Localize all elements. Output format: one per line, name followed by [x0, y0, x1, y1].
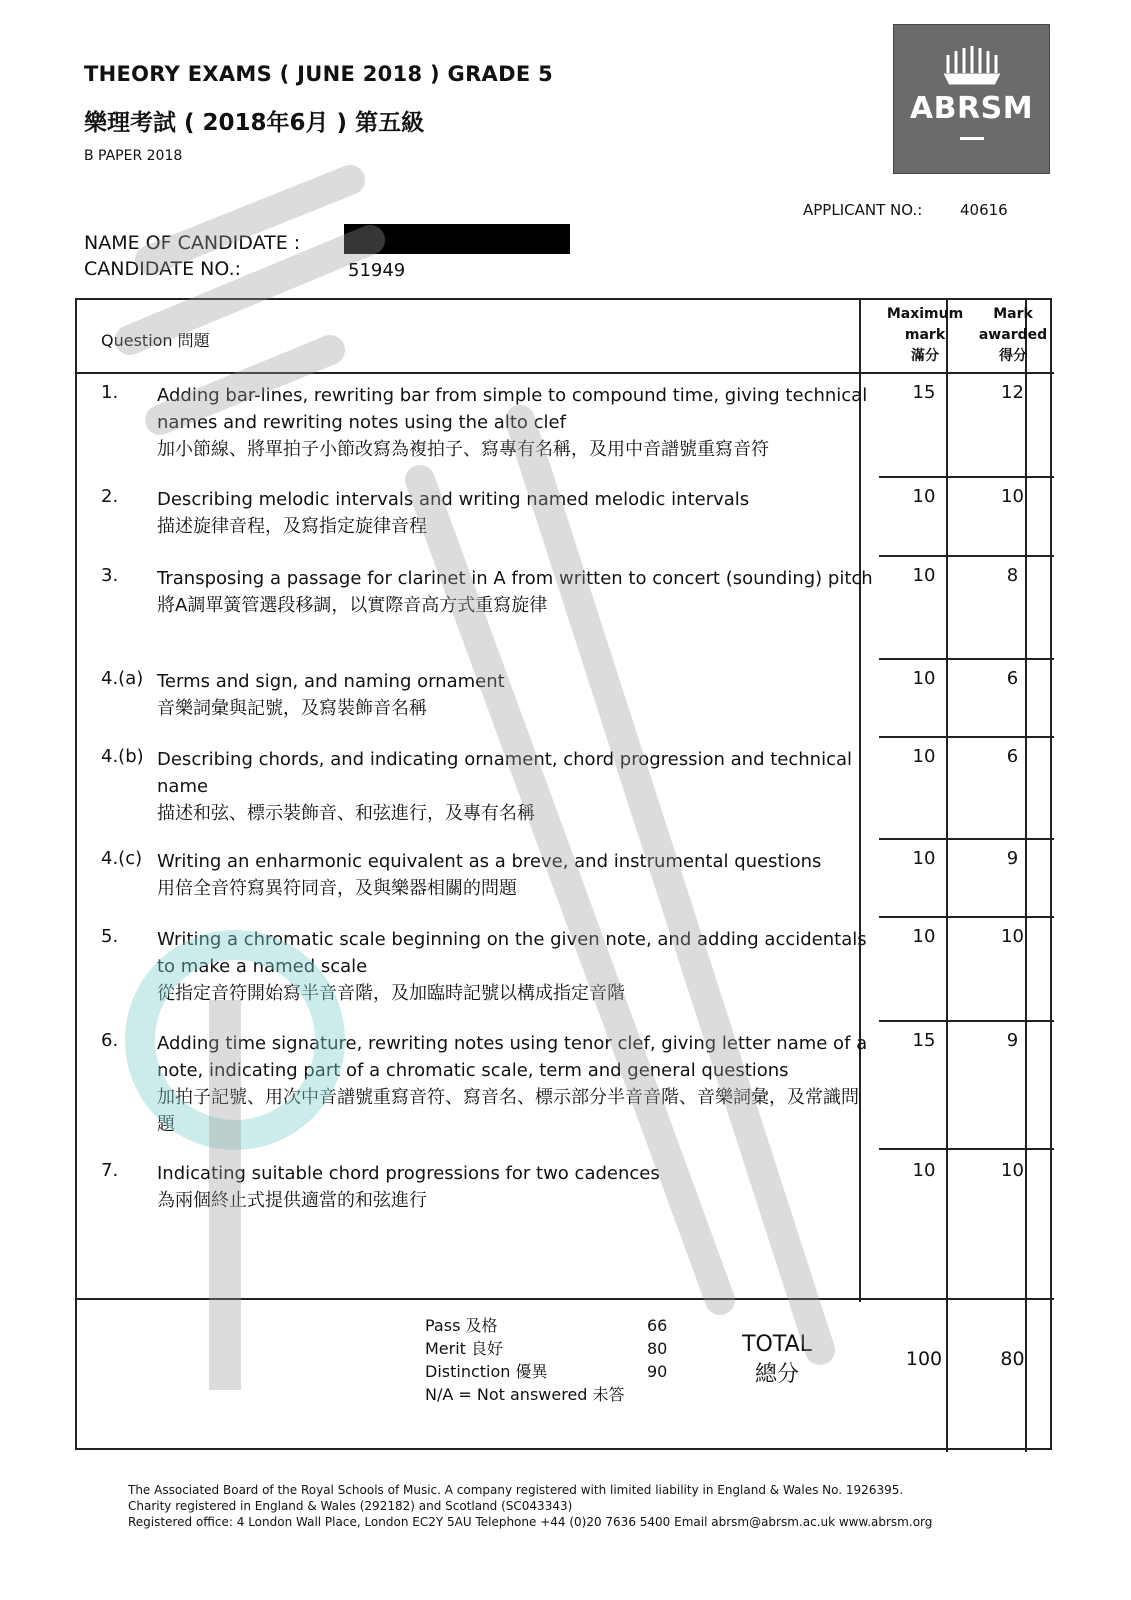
question-chinese: 加小節線、將單拍子小節改寫為複拍子、寫專有名稱，及用中音譜號重寫音符 [157, 439, 769, 460]
max-mark: 10 [912, 565, 936, 586]
total-label [717, 1330, 837, 1390]
question-text [157, 1030, 873, 1138]
awarded-mark: 6 [1006, 668, 1019, 689]
awarded-header-line: 得分 [999, 348, 1027, 364]
awarded-header-line: awarded [978, 327, 1048, 343]
question-number: 4.(b) [101, 746, 144, 767]
question-chinese: 描述和弦、標示裝飾音、和弦進行，及專有名稱 [157, 803, 535, 824]
total-awarded-mark: 80 [1000, 1348, 1025, 1370]
row-divider [879, 736, 1054, 738]
question-number: 7. [101, 1160, 119, 1181]
question-chinese: 描述旋律音程，及寫指定旋律音程 [157, 516, 427, 537]
awarded-mark: 10 [1001, 486, 1024, 507]
question-number: 5. [101, 926, 119, 947]
footer-line: Registered office: 4 London Wall Place, London EC2Y 5AU Telephone +44 (0)20 7636 5400 Email abrsm@abrsm.ac.uk www.abrsm.org [128, 1515, 933, 1529]
row-divider [879, 838, 1054, 840]
question-number: 1. [101, 382, 119, 403]
grade-value: 90 [647, 1362, 668, 1381]
exam-title: THEORY EXAMS ( JUNE 2018 ) GRADE 5 [84, 62, 553, 86]
question-chinese: 從指定音符開始寫半音音階，及加臨時記號以構成指定音階 [157, 983, 625, 1004]
column-divider [946, 300, 948, 1452]
question-header: Question 問題 [101, 331, 210, 350]
question-text [157, 668, 873, 722]
question-text [157, 926, 873, 1007]
candidate-name-label: NAME OF CANDIDATE : [84, 232, 301, 254]
question-english: Writing an enharmonic equivalent as a breve, and instrumental questions [157, 851, 822, 872]
grade-label: Distinction 優異 [425, 1362, 548, 1381]
total-label-chinese: 總分 [754, 1362, 799, 1387]
header-divider [77, 372, 1054, 374]
grade-thresholds [425, 1314, 675, 1406]
question-text [157, 382, 873, 463]
max-mark: 15 [912, 1030, 936, 1051]
row-divider [879, 658, 1054, 660]
logo-wordmark: ABRSM [909, 91, 1034, 126]
question-english: Describing melodic intervals and writing named melodic intervals [157, 489, 750, 510]
question-number: 4.(c) [101, 848, 143, 869]
grade-value: 66 [647, 1316, 668, 1335]
row-divider [879, 555, 1054, 557]
question-number: 2. [101, 486, 119, 507]
candidate-no-value: 51949 [348, 260, 406, 281]
awarded-header-line: Mark [993, 306, 1033, 322]
question-chinese: 為兩個終止式提供適當的和弦進行 [157, 1190, 427, 1211]
paper-label: B PAPER 2018 [84, 148, 183, 164]
question-number: 6. [101, 1030, 119, 1051]
max-mark-header [881, 304, 969, 367]
question-chinese: 用倍全音符寫異符同音，及與樂器相關的問題 [157, 878, 517, 899]
max-mark: 10 [912, 848, 936, 869]
total-label-english: TOTAL [742, 1332, 812, 1357]
awarded-mark: 8 [1006, 565, 1019, 586]
max-mark: 10 [912, 746, 936, 767]
grade-value: 80 [647, 1339, 668, 1358]
max-mark-header-line: 滿分 [911, 348, 939, 364]
total-max-mark: 100 [905, 1348, 943, 1370]
awarded-mark: 10 [1001, 1160, 1024, 1181]
awarded-mark: 9 [1006, 848, 1019, 869]
question-number: 4.(a) [101, 668, 144, 689]
question-number: 3. [101, 565, 119, 586]
question-text [157, 848, 873, 902]
question-chinese: 音樂詞彙與記號，及寫裝飾音名稱 [157, 698, 427, 719]
redacted-name [344, 224, 570, 254]
awarded-mark: 12 [1001, 382, 1024, 403]
question-text [157, 1160, 873, 1214]
row-divider [879, 1020, 1054, 1022]
grade-label: N/A = Not answered 未答 [425, 1385, 625, 1404]
question-text [157, 565, 873, 619]
question-english: Adding bar-lines, rewriting bar from simple to compound time, giving technical names and rewriting notes using the alto clef [157, 385, 868, 433]
question-chinese: 將A調單簧管選段移調，以實際音高方式重寫旋律 [157, 595, 548, 616]
logo-dash [960, 137, 984, 140]
awarded-mark: 6 [1006, 746, 1019, 767]
grade-row [425, 1337, 675, 1360]
column-divider [1025, 300, 1027, 1452]
question-english: Writing a chromatic scale beginning on the given note, and adding accidentals to make a named scale [157, 929, 867, 977]
candidate-no-label: CANDIDATE NO.: [84, 258, 242, 280]
crown-icon [942, 43, 1002, 85]
max-mark: 15 [912, 382, 936, 403]
max-mark: 10 [912, 1160, 936, 1181]
question-english: Indicating suitable chord progressions for two cadences [157, 1163, 660, 1184]
total-divider [77, 1298, 1054, 1300]
applicant-label: APPLICANT NO.: [803, 201, 923, 219]
applicant-number [803, 201, 1008, 219]
max-mark-header-line: Maximum [886, 306, 964, 322]
grade-row [425, 1314, 675, 1337]
row-divider [879, 1148, 1054, 1150]
row-divider [879, 476, 1054, 478]
max-mark-header-line: mark [904, 327, 946, 343]
grade-row [425, 1360, 675, 1383]
exam-title-chinese: 樂理考試 ( 2018年6月 ) 第五級 [84, 110, 425, 136]
question-english: Terms and sign, and naming ornament [157, 671, 505, 692]
footer [128, 1482, 1008, 1530]
applicant-value: 40616 [960, 201, 1008, 219]
max-mark: 10 [912, 926, 936, 947]
awarded-header [972, 304, 1054, 367]
question-text [157, 486, 873, 540]
awarded-mark: 9 [1006, 1030, 1019, 1051]
footer-line: The Associated Board of the Royal Schools of Music. A company registered with limited liability in England & Wales No. 1926395. [128, 1483, 904, 1497]
awarded-mark: 10 [1001, 926, 1024, 947]
row-divider [879, 916, 1054, 918]
grade-row [425, 1383, 675, 1406]
marks-table [75, 298, 1052, 1450]
grade-label: Pass 及格 [425, 1316, 498, 1335]
max-mark: 10 [912, 668, 936, 689]
abrsm-logo [893, 24, 1050, 174]
question-english: Describing chords, and indicating ornament, chord progression and technical name [157, 749, 853, 797]
max-mark: 10 [912, 486, 936, 507]
footer-line: Charity registered in England & Wales (292182) and Scotland (SC043343) [128, 1499, 573, 1513]
question-chinese: 加拍子記號、用次中音譜號重寫音符、寫音名、標示部分半音音階、音樂詞彙，及常識問題 [157, 1087, 859, 1135]
question-english: Adding time signature, rewriting notes using tenor clef, giving letter name of a note, indicating part of a chromatic scale, term and general questions [157, 1033, 868, 1081]
question-english: Transposing a passage for clarinet in A from written to concert (sounding) pitch [157, 568, 873, 589]
question-text [157, 746, 873, 827]
grade-label: Merit 良好 [425, 1339, 504, 1358]
